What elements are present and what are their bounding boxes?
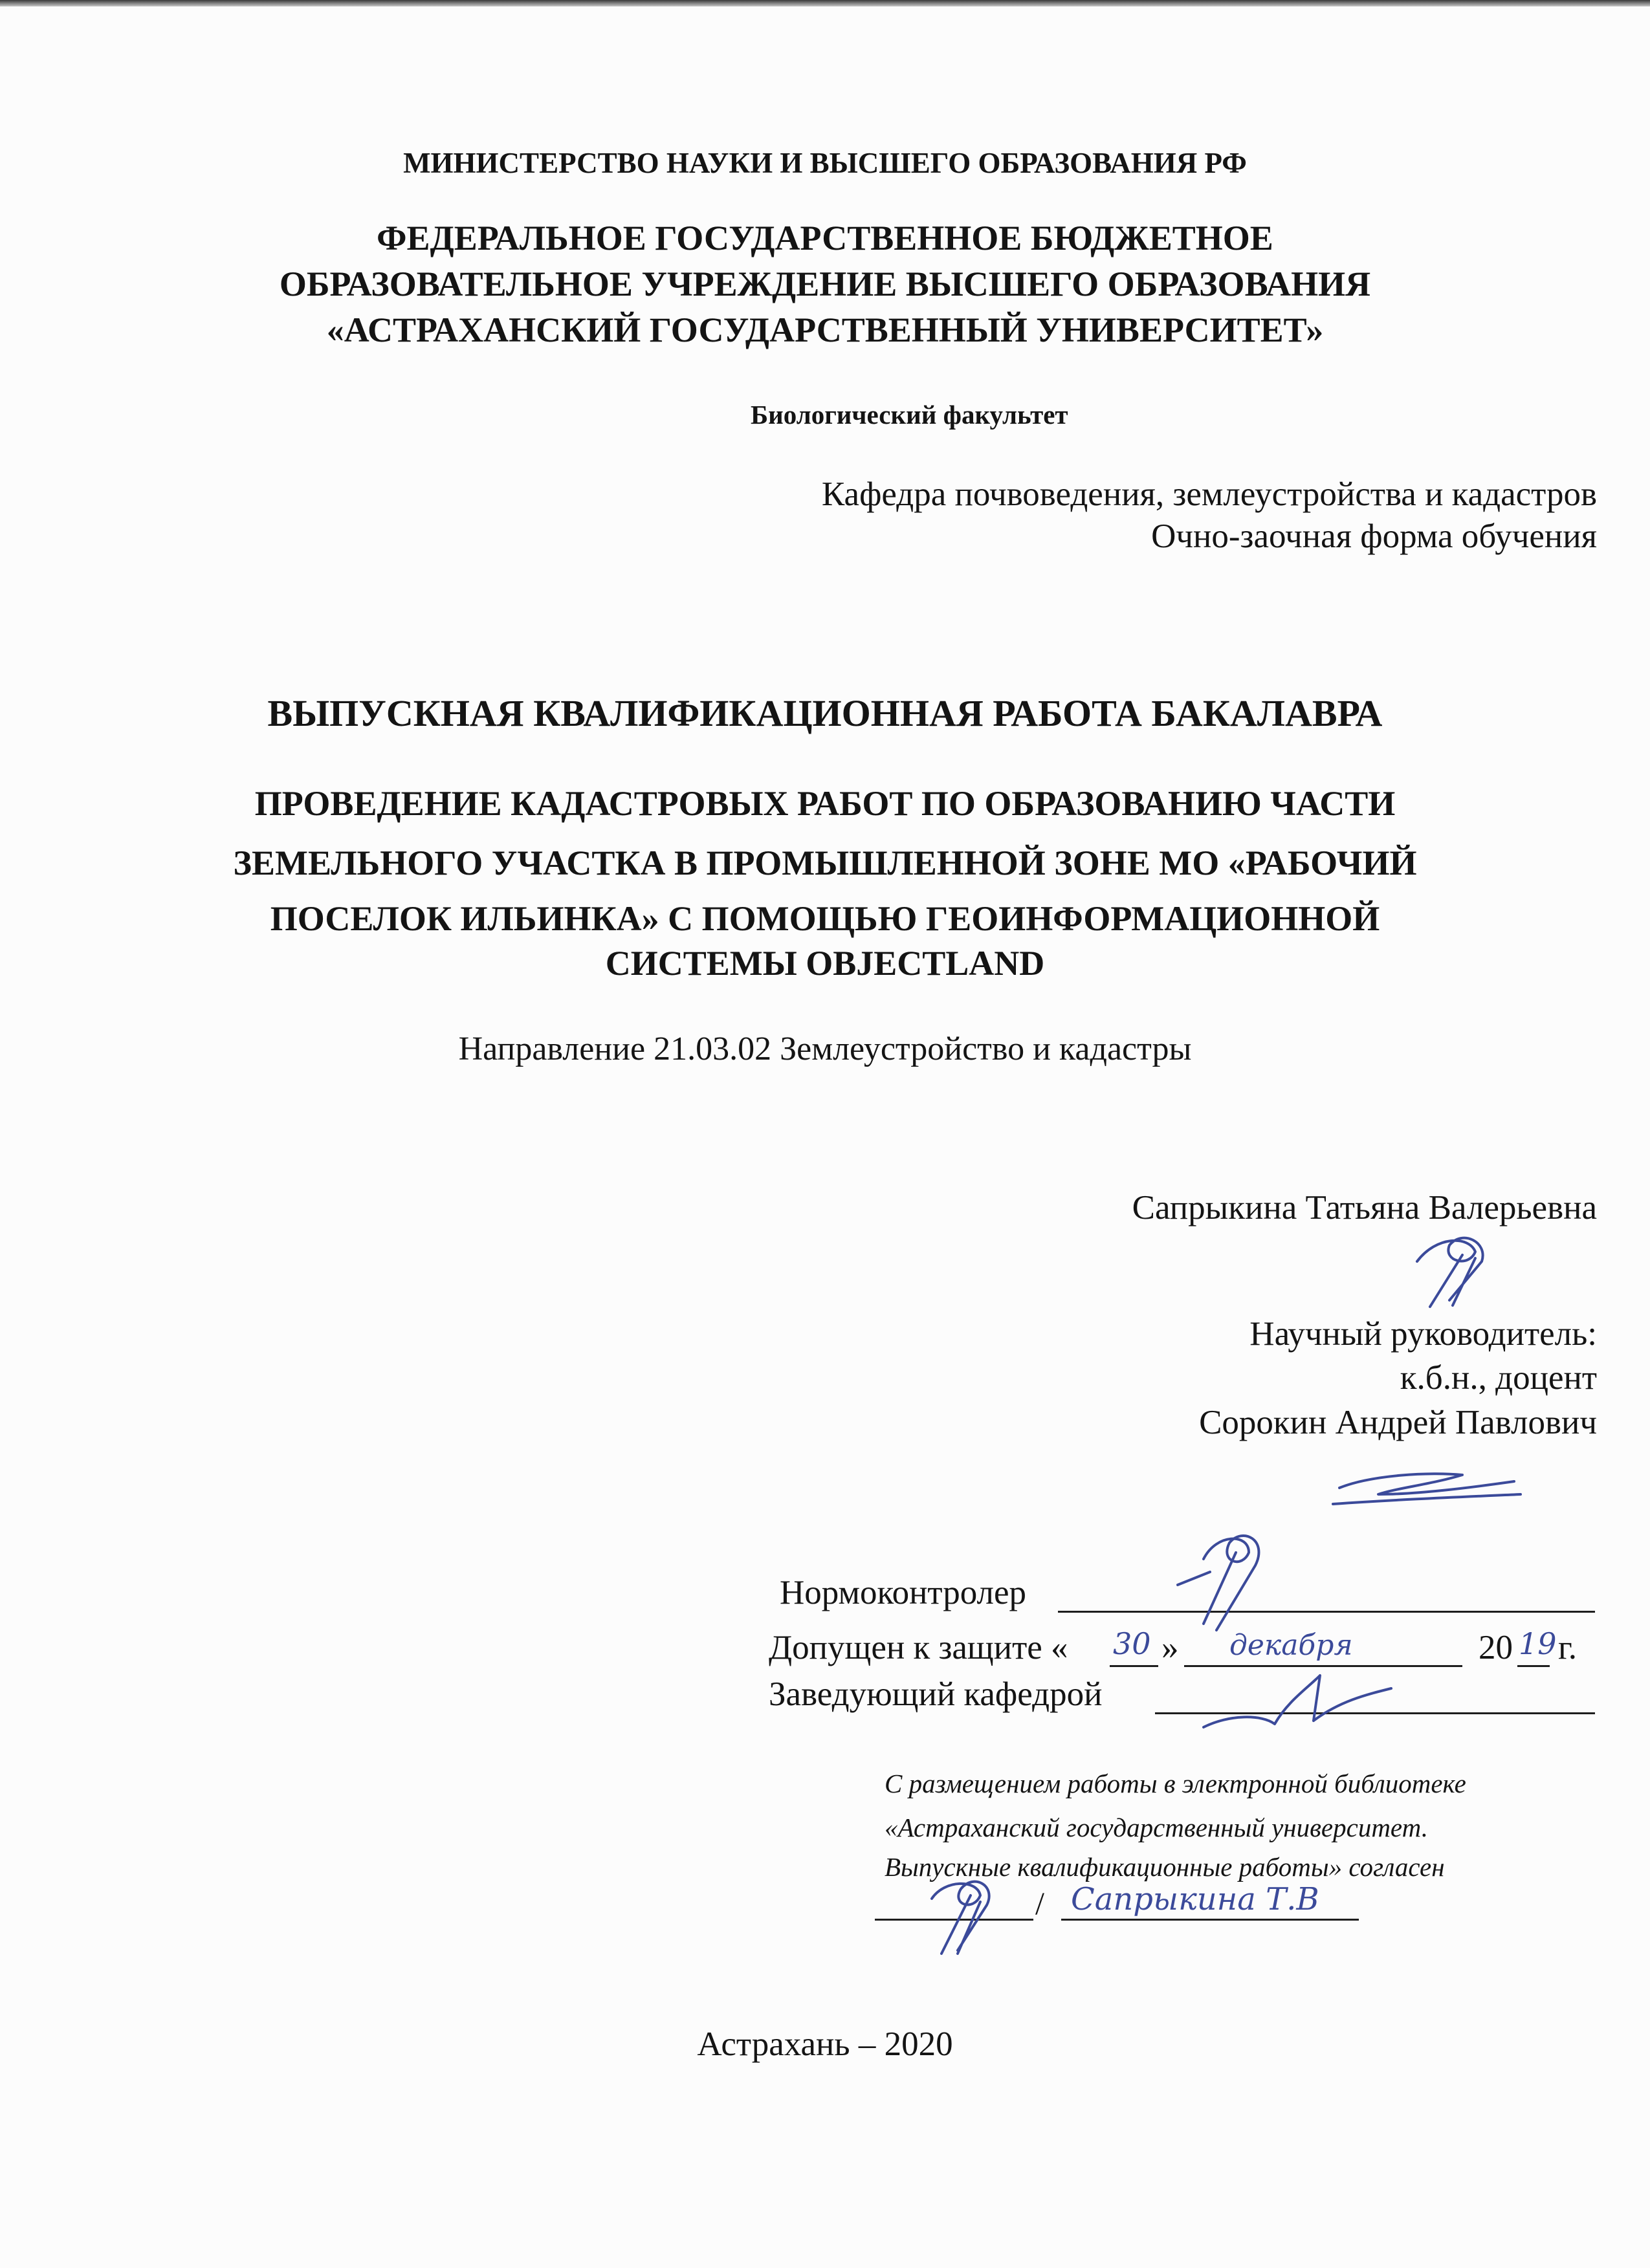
institution-line-1: ФЕДЕРАЛЬНОЕ ГОСУДАРСТВЕННОЕ БЮДЖЕТНОЕ [377,219,1273,257]
consent-separator: / [1035,1885,1044,1921]
consent-signature [906,1863,1016,1960]
normcontrol-signature [1165,1514,1281,1643]
consent-line-3: Выпускные квалификационные работы» согласен [885,1852,1445,1882]
year-suffix-handwritten: 19 [1519,1626,1557,1661]
supervisor-signature [1301,1449,1546,1520]
title-line-3: ПОСЕЛОК ИЛЬИНКА» С ПОМОЩЬЮ ГЕОИНФОРМАЦИОННОЙ [270,899,1380,938]
ministry-heading: МИНИСТЕРСТВО НАУКИ И ВЫСШЕГО ОБРАЗОВАНИЯ РФ [403,147,1247,179]
consent-handwritten-name: Сапрыкина Т.В [1071,1881,1319,1917]
admitted-quote-close: » [1161,1629,1179,1666]
year-unit: г. [1558,1629,1578,1666]
admitted-month-handwritten: декабря [1229,1629,1353,1662]
normcontrol-signature-line [1058,1611,1595,1613]
normcontrol-label: Нормоконтролер [780,1574,1027,1611]
admitted-label: Допущен к защите « [769,1629,1068,1666]
author-signature [1391,1223,1514,1313]
supervisor-degree: к.б.н., доцент [1400,1359,1597,1397]
direction-line: Направление 21.03.02 Землеустройство и кадастры [458,1030,1192,1067]
consent-line-1: С размещением работы в электронной библиотеке [885,1769,1466,1798]
year-suffix-line [1517,1665,1550,1667]
admitted-day-line [1110,1665,1158,1667]
admitted-day-handwritten: 30 [1113,1626,1151,1661]
institution-line-3: «АСТРАХАНСКИЙ ГОСУДАРСТВЕННЫЙ УНИВЕРСИТЕТ» [326,311,1324,349]
title-line-2: ЗЕМЕЛЬНОГО УЧАСТКА В ПРОМЫШЛЕННОЙ ЗОНЕ МО «РАБОЧИЙ [233,844,1417,882]
title-line-1: ПРОВЕДЕНИЕ КАДАСТРОВЫХ РАБОТ ПО ОБРАЗОВАНИЮ ЧАСТИ [254,784,1396,823]
study-form: Очно-заочная форма обучения [1151,518,1597,555]
city-year: Астрахань – 2020 [697,2025,953,2063]
department-name: Кафедра почвоведения, землеустройства и кадастров [821,475,1597,513]
author-name: Сапрыкина Татьяна Валерьевна [1132,1189,1597,1227]
title-line-4: СИСТЕМЫ OBJECTLAND [605,944,1045,983]
head-of-department-label: Заведующий кафедрой [769,1675,1103,1713]
supervisor-name: Сорокин Андрей Павлович [1199,1404,1597,1441]
scan-top-edge [0,0,1650,6]
supervisor-label: Научный руководитель: [1249,1315,1597,1353]
work-type-heading: ВЫПУСКНАЯ КВАЛИФИКАЦИОННАЯ РАБОТА БАКАЛАВРА [267,692,1383,734]
year-prefix: 20 [1479,1629,1513,1666]
consent-line-2: «Астраханский государственный университет. [885,1813,1428,1842]
institution-line-2: ОБРАЗОВАТЕЛЬНОЕ УЧРЕЖДЕНИЕ ВЫСШЕГО ОБРАЗОВАНИЯ [279,265,1371,303]
head-of-department-signature [1191,1663,1404,1747]
faculty-name: Биологический факультет [751,400,1068,430]
consent-name-line [1061,1919,1359,1921]
